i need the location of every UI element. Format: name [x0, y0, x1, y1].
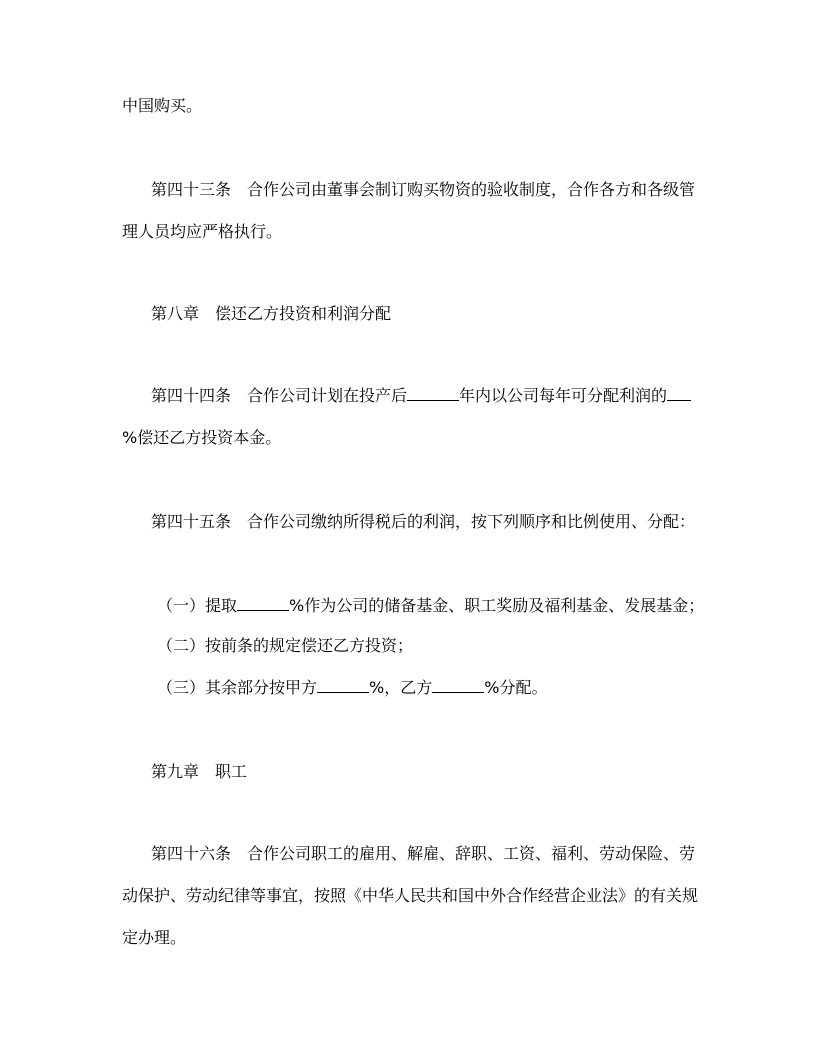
article-43-continued [122, 222, 702, 242]
item-text: %分配。 [484, 678, 548, 697]
article-text: 合作公司缴纳所得税后的利润，按下列顺序和比例使用、分配： [247, 512, 696, 531]
article-44 [151, 386, 731, 406]
chapter-number: 第八章 [151, 304, 200, 323]
article-number: 第四十四条 [151, 386, 232, 405]
article-46-continued [122, 928, 702, 948]
article-text: 动保护、劳动纪律等事宜，按照《中华人民共和国中外合作经营企业法》的有关规 [122, 886, 699, 905]
fill-blank [237, 596, 289, 611]
item-text: %，乙方 [369, 678, 433, 697]
article-text: 合作公司由董事会制订购买物资的验收制度，合作各方和各级管 [247, 180, 696, 199]
article-46 [151, 844, 731, 864]
text: 中国购买。 [122, 96, 203, 115]
item-text: %作为公司的储备基金、职工奖励及福利基金、发展基金； [289, 596, 705, 615]
chapter-title: 职工 [215, 762, 248, 781]
article-text: %偿还乙方投资本金。 [122, 428, 282, 447]
item-text: （一）提取 [157, 596, 238, 615]
fill-blank [407, 386, 459, 401]
item-text: （三）其余部分按甲方 [157, 678, 318, 697]
list-item [157, 678, 737, 698]
chapter-number: 第九章 [151, 762, 200, 781]
article-45 [151, 512, 731, 532]
article-number: 第四十三条 [151, 180, 232, 199]
article-number: 第四十六条 [151, 844, 232, 863]
article-44-continued [122, 428, 702, 448]
chapter-9-heading [151, 762, 731, 782]
item-text: （二）按前条的规定偿还乙方投资； [157, 636, 414, 655]
article-text: 合作公司职工的雇用、解雇、辞职、工资、福利、劳动保险、劳 [247, 844, 696, 863]
list-item [157, 636, 737, 656]
article-text: 理人员均应严格执行。 [122, 222, 283, 241]
article-46-continued [122, 886, 702, 906]
fill-blank [317, 678, 369, 693]
article-text: 定办理。 [122, 928, 187, 947]
chapter-title: 偿还乙方投资和利润分配 [215, 304, 392, 323]
article-43 [151, 180, 731, 200]
paragraph-fragment [122, 96, 702, 116]
article-text: 年内以公司每年可分配利润的 [459, 386, 668, 405]
fill-blank [432, 678, 484, 693]
chapter-8-heading [151, 304, 731, 324]
article-number: 第四十五条 [151, 512, 232, 531]
list-item [157, 596, 737, 616]
article-text: 合作公司计划在投产后 [247, 386, 408, 405]
fill-blank [667, 386, 691, 401]
